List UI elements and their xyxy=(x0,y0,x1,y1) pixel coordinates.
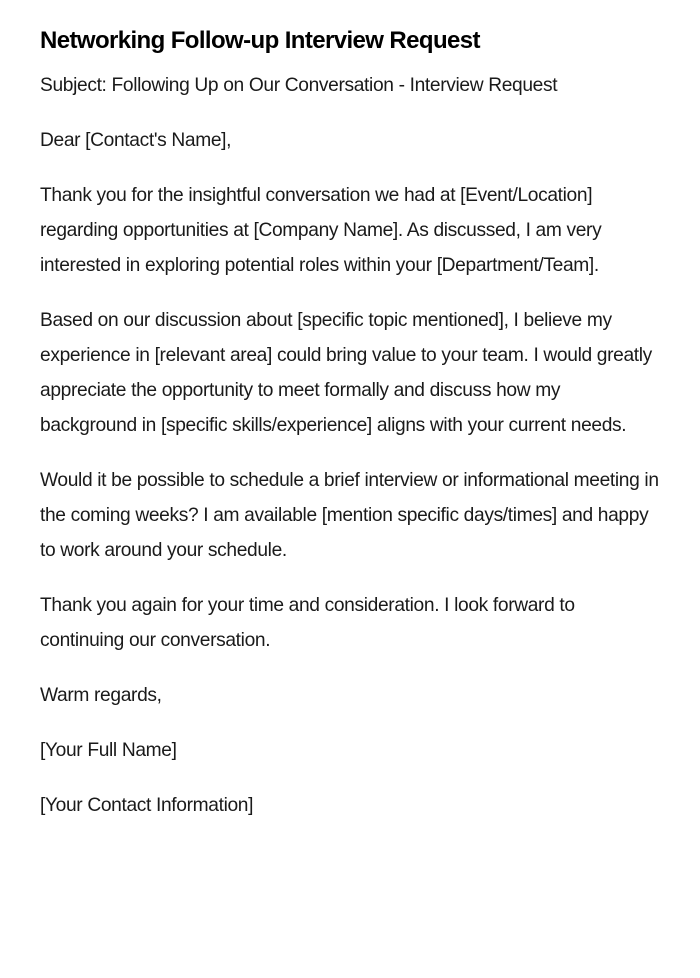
closing: Warm regards, xyxy=(40,685,162,706)
salutation: Dear [Contact's Name], xyxy=(40,130,232,151)
signature-name: [Your Full Name] xyxy=(40,740,177,761)
signature-contact: [Your Contact Information] xyxy=(40,795,254,816)
body-paragraph-experience: Based on our discussion about [specific topic mentioned], I believe my experience in [relevant area] could bring value to your team. I would greatly appreciate the opportunity to meet formally and discuss how my background in [specific skills/experience] aligns with your current needs. xyxy=(40,310,652,436)
body-paragraph-request: Would it be possible to schedule a brief interview or informational meeting in the coming weeks? I am available [mention specific days/times] and happy to work around your schedule. xyxy=(40,470,659,561)
document-title: Networking Follow-up Interview Request xyxy=(40,27,480,54)
body-paragraph-intro: Thank you for the insightful conversation we had at [Event/Location] regarding opportunities at [Company Name]. As discussed, I am very interested in exploring potential roles within your [Department/Team]. xyxy=(40,185,602,276)
body-paragraph-thanks: Thank you again for your time and consideration. I look forward to continuing our conversation. xyxy=(40,595,575,651)
email-subject: Subject: Following Up on Our Conversation - Interview Request xyxy=(40,75,558,96)
